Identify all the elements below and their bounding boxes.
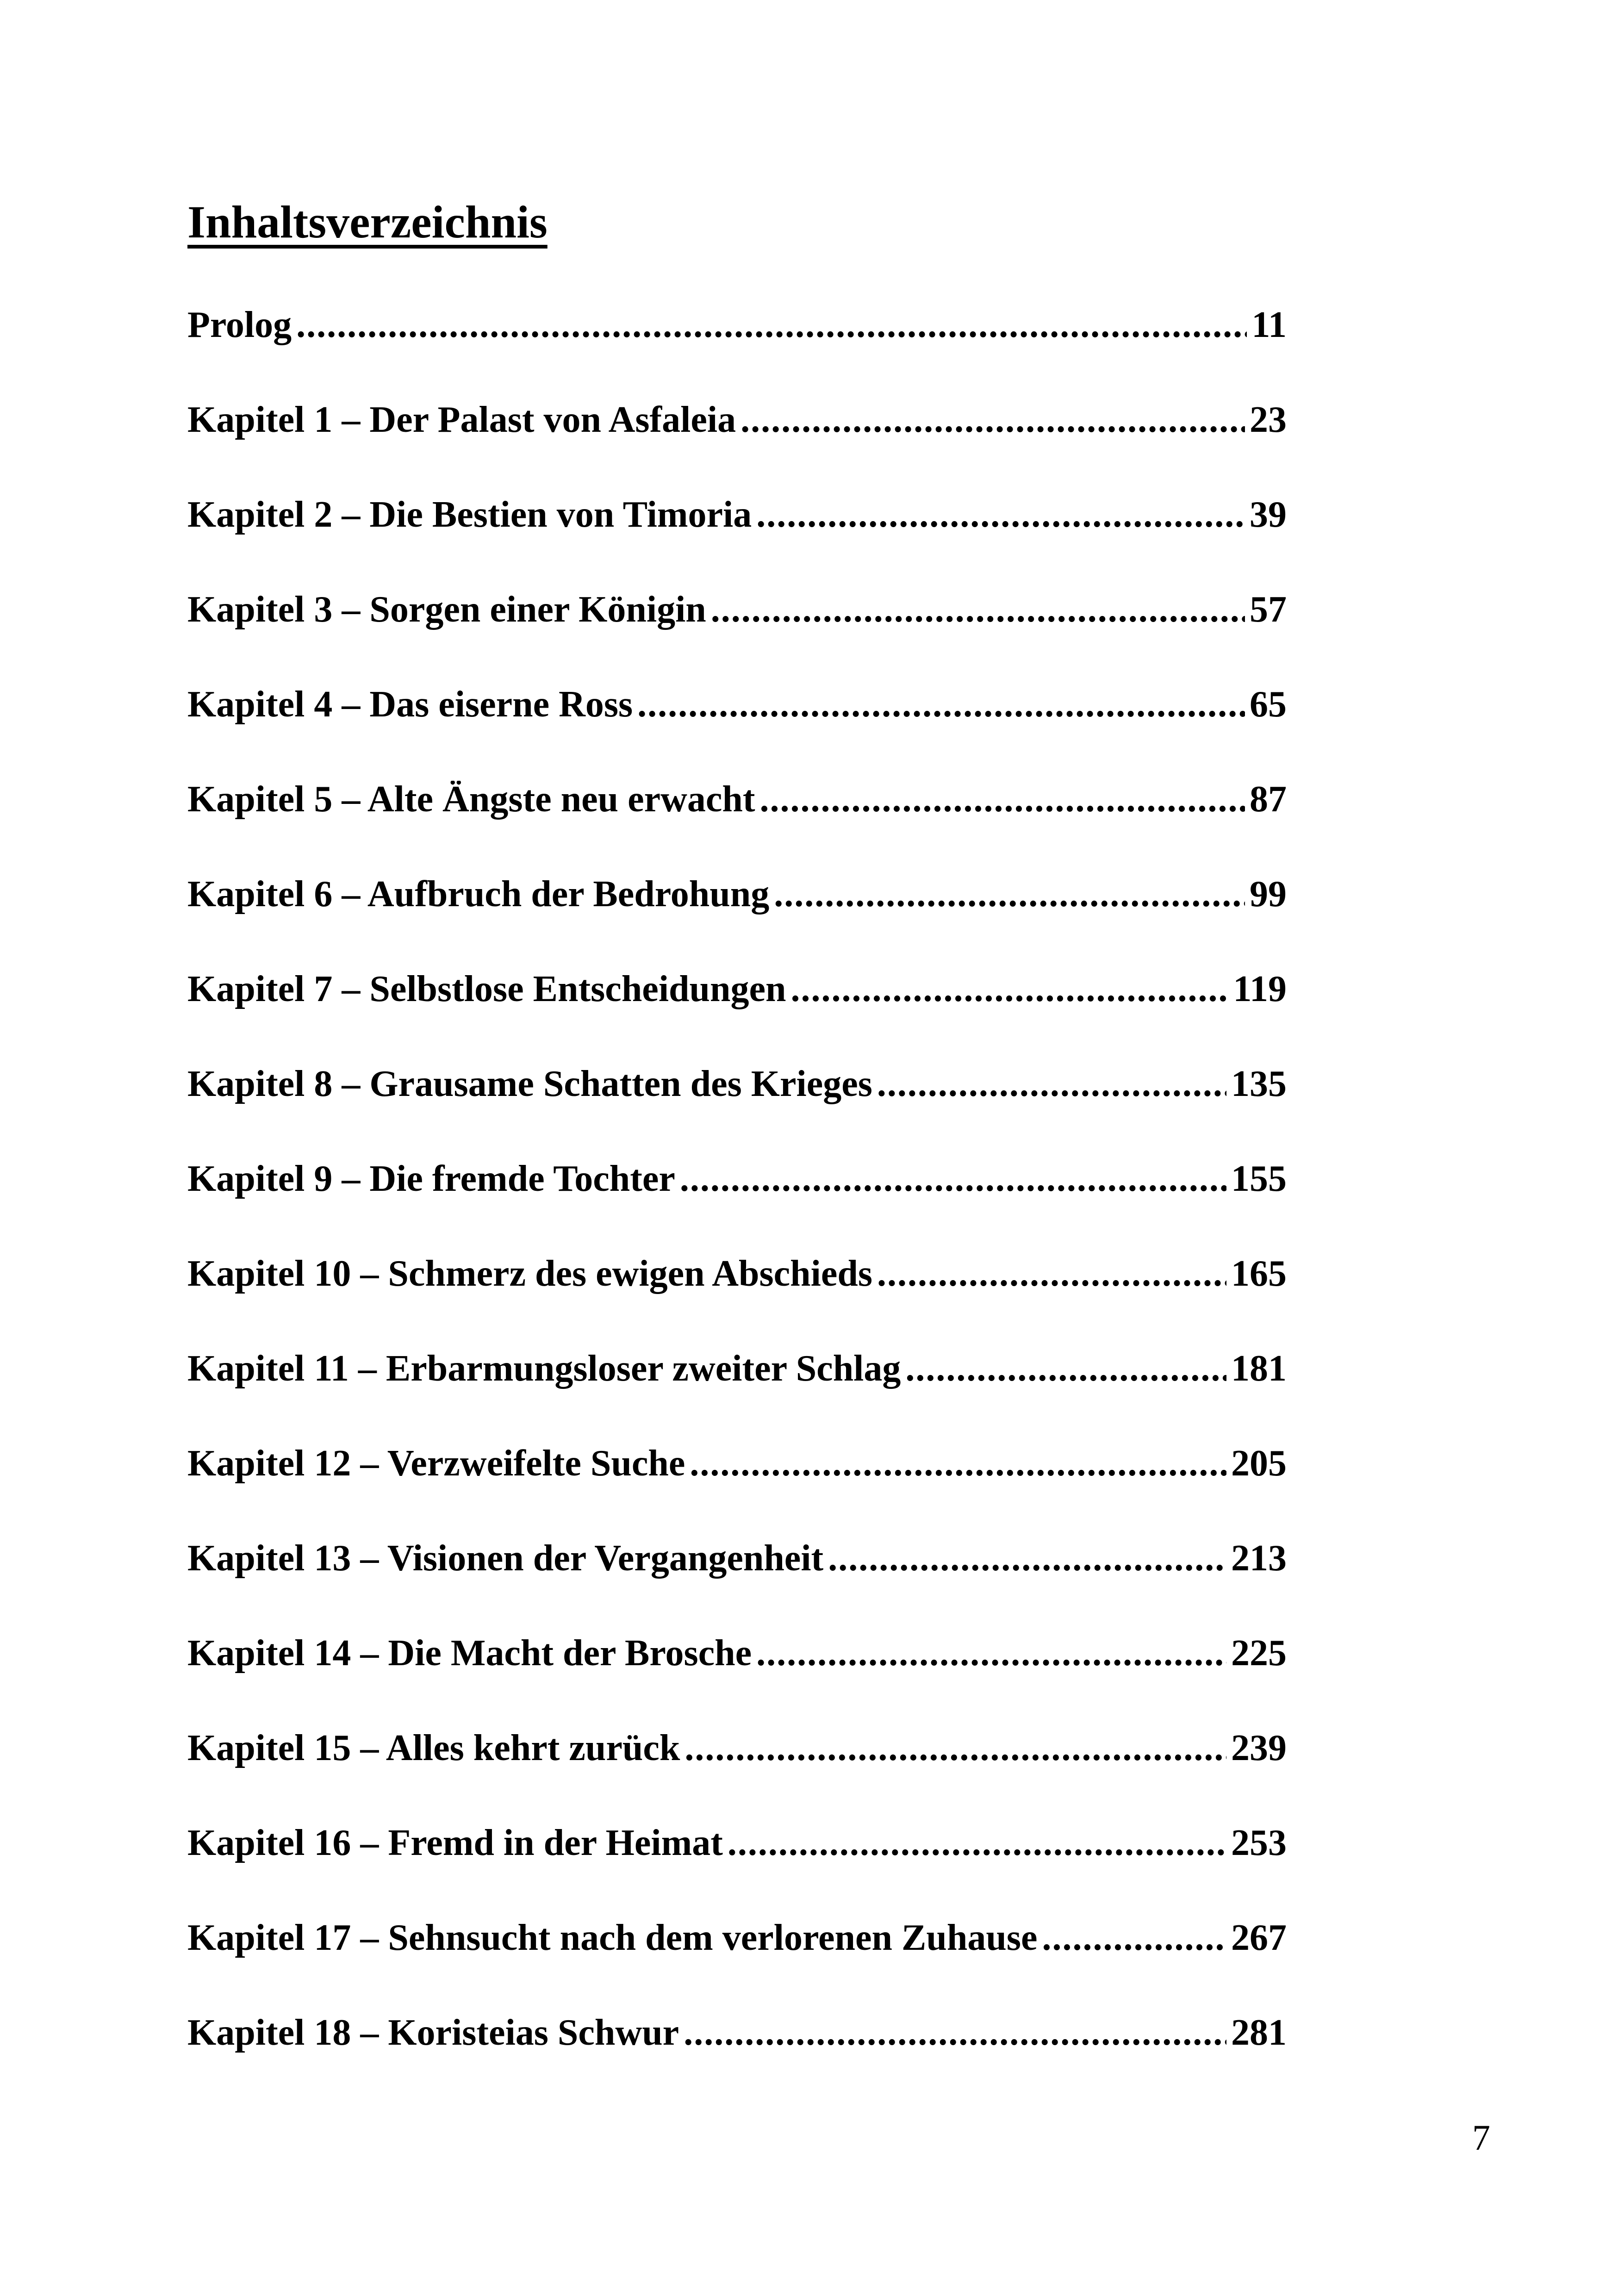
toc-entry-chapter-13[interactable] [187, 1540, 1287, 1635]
toc-entry-label: Kapitel 18 – Koristeias Schwur [187, 2014, 679, 2053]
dot-leader [877, 1255, 1226, 1292]
toc-entry-page: 57 [1250, 591, 1287, 630]
toc-entry-page: 225 [1231, 1635, 1287, 1674]
toc-entry-chapter-4[interactable] [187, 686, 1287, 781]
dot-leader [791, 971, 1229, 1008]
toc-entry-label: Kapitel 16 – Fremd in der Heimat [187, 1824, 723, 1863]
toc-entry-page: 39 [1250, 496, 1287, 535]
toc-entry-page: 65 [1250, 686, 1287, 725]
dot-leader [684, 2014, 1226, 2051]
toc-entry-label: Kapitel 5 – Alte Ängste neu erwacht [187, 781, 755, 820]
toc-entry-label: Kapitel 2 – Die Bestien von Timoria [187, 496, 752, 535]
dot-leader [711, 591, 1245, 628]
dot-leader [690, 1445, 1226, 1482]
toc-entry-chapter-2[interactable] [187, 496, 1287, 591]
toc-entry-label: Kapitel 6 – Aufbruch der Bedrohung [187, 876, 770, 915]
toc-entry-chapter-1[interactable] [187, 401, 1287, 496]
toc-entry-label: Kapitel 8 – Grausame Schatten des Krieges [187, 1065, 872, 1104]
toc-entry-chapter-10[interactable] [187, 1255, 1287, 1350]
dot-leader [828, 1540, 1226, 1577]
toc-entry-page: 87 [1250, 781, 1287, 820]
toc-entry-page: 99 [1250, 876, 1287, 915]
dot-leader [741, 401, 1245, 438]
toc-entry-chapter-5[interactable] [187, 781, 1287, 876]
toc-entry-page: 119 [1233, 971, 1287, 1009]
dot-leader [774, 876, 1245, 913]
toc-entry-page: 267 [1231, 1919, 1287, 1958]
toc-entry-page: 23 [1250, 401, 1287, 440]
toc-entry-label: Kapitel 9 – Die fremde Tochter [187, 1160, 675, 1199]
toc-entry-page: 253 [1231, 1824, 1287, 1863]
toc-entry-label: Kapitel 13 – Visionen der Vergangenheit [187, 1540, 824, 1579]
toc-entry-label: Kapitel 12 – Verzweifelte Suche [187, 1445, 685, 1484]
toc-entry-chapter-8[interactable] [187, 1065, 1287, 1160]
dot-leader [685, 1730, 1226, 1767]
toc-entry-label: Prolog [187, 306, 292, 345]
dot-leader [905, 1350, 1226, 1387]
toc-entry-label: Kapitel 7 – Selbstlose Entscheidungen [187, 971, 786, 1009]
toc-entry-page: 181 [1231, 1350, 1287, 1389]
toc-entry-chapter-18[interactable] [187, 2014, 1287, 2109]
toc-entry-label: Kapitel 1 – Der Palast von Asfaleia [187, 401, 736, 440]
page-number: 7 [1472, 2117, 1490, 2158]
toc-entry-label: Kapitel 15 – Alles kehrt zurück [187, 1730, 680, 1768]
toc-entry-chapter-3[interactable] [187, 591, 1287, 686]
toc-entry-chapter-11[interactable] [187, 1350, 1287, 1445]
toc-entry-label: Kapitel 11 – Erbarmungsloser zweiter Schlag [187, 1350, 901, 1389]
toc-entry-chapter-16[interactable] [187, 1824, 1287, 1919]
dot-leader [680, 1160, 1226, 1197]
dot-leader [760, 781, 1245, 818]
toc-entry-chapter-9[interactable] [187, 1160, 1287, 1255]
toc-entry-chapter-15[interactable] [187, 1730, 1287, 1824]
toc-entry-chapter-6[interactable] [187, 876, 1287, 971]
toc-entry-label: Kapitel 14 – Die Macht der Brosche [187, 1635, 752, 1674]
toc-entry-prolog[interactable] [187, 306, 1287, 401]
toc-entry-page: 213 [1231, 1540, 1287, 1579]
toc-entry-label: Kapitel 17 – Sehnsucht nach dem verlorenen Zuhause [187, 1919, 1038, 1958]
toc-entry-page: 135 [1231, 1065, 1287, 1104]
toc-entry-page: 205 [1231, 1445, 1287, 1484]
toc-entry-page: 165 [1231, 1255, 1287, 1294]
toc-entry-chapter-12[interactable] [187, 1445, 1287, 1540]
dot-leader [756, 1635, 1226, 1672]
toc-entry-label: Kapitel 10 – Schmerz des ewigen Abschieds [187, 1255, 872, 1294]
dot-leader [1042, 1919, 1226, 1956]
toc-entry-chapter-14[interactable] [187, 1635, 1287, 1730]
toc-entry-page: 281 [1231, 2014, 1287, 2053]
toc-entry-chapter-17[interactable] [187, 1919, 1287, 2014]
toc-entry-page: 155 [1231, 1160, 1287, 1199]
dot-leader [637, 686, 1245, 723]
dot-leader [877, 1065, 1226, 1102]
toc-list [187, 306, 1287, 2109]
dot-leader [756, 496, 1245, 533]
toc-entry-page: 239 [1231, 1730, 1287, 1768]
toc-entry-label: Kapitel 3 – Sorgen einer Königin [187, 591, 706, 630]
dot-leader [296, 306, 1247, 343]
toc-entry-label: Kapitel 4 – Das eiserne Ross [187, 686, 633, 725]
toc-entry-page: 11 [1251, 306, 1287, 345]
toc-entry-chapter-7[interactable] [187, 971, 1287, 1065]
toc-heading: Inhaltsverzeichnis [187, 196, 548, 248]
dot-leader [728, 1824, 1226, 1861]
